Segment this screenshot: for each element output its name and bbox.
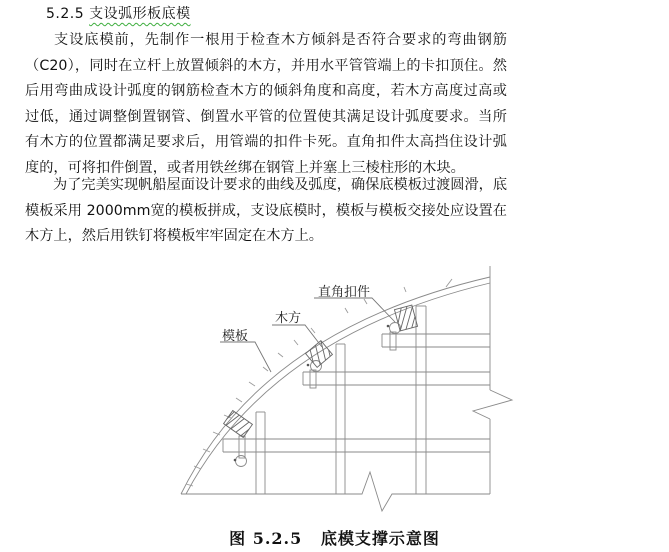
figure-caption	[0, 526, 669, 549]
paragraph-2	[25, 173, 507, 250]
paragraph-1	[25, 28, 507, 181]
diagram-svg	[0, 258, 669, 518]
paragraph-2-text: 为了完美实现帆船屋面设计要求的曲线及弧度，确保底模板过渡圆滑，底模板采用 2000mm宽的模板拼成，支设底模时，模板与模板交接处应设置在木方上，然后用铁钉将模板牢牢固定在木方上。	[25, 177, 508, 244]
figure-caption-text: 底模支撑示意图	[320, 529, 440, 548]
label-right-angle-clamp: 直角扣件	[318, 285, 371, 300]
section-title: 支设弧形板底模	[89, 6, 191, 22]
figure-caption-number: 图 5.2.5	[229, 529, 303, 548]
paragraph-1-text: 支设底模前，先制作一根用于检查木方倾斜是否符合要求的弯曲钢筋（C20），同时在立杆上放置倾斜的木方，并用水平管管端上的卡扣顶住。然后用弯曲成设计弧度的钢筋检查木方的倾斜角度和高度，若木方高度过高或过低，通过调整倒置钢管、倒置水平管的位置使其满足设计弧度要求。当所有木方的位置都满足要求后，用管端的扣件卡死。直角扣件太高挡住设计弧度的，可将扣件倒置，或者用铁丝绑在钢管上并塞上三棱柱形的木块。	[25, 32, 507, 176]
label-timber: 木方	[275, 311, 302, 326]
section-number: 5.2.5	[46, 6, 85, 22]
section-heading	[46, 3, 191, 23]
label-formwork: 模板	[222, 329, 249, 344]
formwork-support-diagram	[0, 258, 669, 518]
